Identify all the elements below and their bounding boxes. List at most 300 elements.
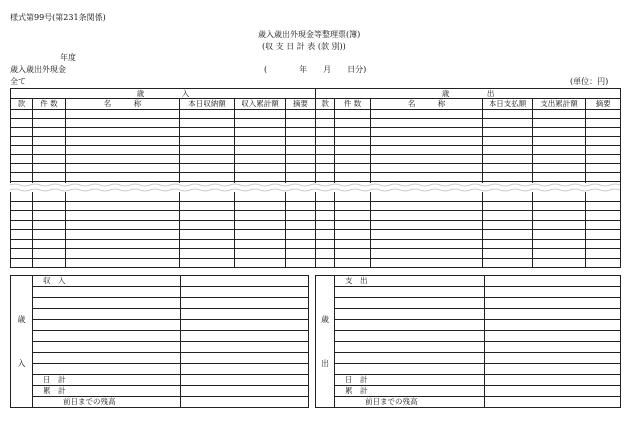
summary-amount	[485, 276, 621, 287]
cell-count	[335, 164, 371, 173]
summary-amount	[181, 309, 309, 320]
summary-row	[11, 320, 309, 331]
unit-label: (単位：円)	[570, 77, 609, 86]
cell-amount-today	[483, 239, 533, 249]
cell-kan	[316, 230, 335, 240]
col-header-name: 名 称	[371, 99, 483, 110]
cell-name	[66, 146, 180, 155]
cell-amount-cumulative	[533, 110, 586, 119]
cell-name	[371, 249, 483, 259]
summary-label	[33, 309, 181, 320]
summary-row	[11, 353, 309, 364]
cell-name	[371, 137, 483, 146]
summary-label: 日 計	[33, 375, 181, 386]
table-row	[11, 155, 621, 164]
summary-label: 収 入	[33, 276, 181, 287]
cell-count	[335, 192, 371, 202]
summary-daily-total-row	[11, 375, 309, 386]
cell-kan	[11, 128, 33, 137]
cell-amount-cumulative	[533, 249, 586, 259]
cell-amount-cumulative	[235, 173, 286, 182]
cell-amount-cumulative	[533, 211, 586, 221]
summary-side-char: 入	[17, 358, 26, 368]
cell-amount-cumulative	[235, 137, 286, 146]
cell-amount-cumulative	[533, 220, 586, 230]
col-header-name: 名 称	[66, 99, 180, 110]
account-label: 歳入歳出外現金	[10, 65, 66, 74]
cell-kan	[11, 249, 33, 259]
revenue-summary-table	[10, 275, 309, 408]
cell-kan	[316, 249, 335, 259]
cell-amount-today	[180, 110, 235, 119]
cell-count	[335, 110, 371, 119]
cell-remarks	[286, 239, 316, 249]
cell-count	[33, 155, 66, 164]
summary-amount	[181, 375, 309, 386]
cell-name	[371, 128, 483, 137]
cell-name	[371, 146, 483, 155]
cell-kan	[11, 137, 33, 146]
cell-name	[371, 201, 483, 211]
cell-amount-cumulative	[235, 110, 286, 119]
table-row	[11, 119, 621, 128]
cell-name	[66, 249, 180, 259]
cell-amount-cumulative	[533, 155, 586, 164]
cell-kan	[11, 164, 33, 173]
col-header-received-cumulative: 収入累計額	[235, 99, 286, 110]
table-row	[11, 192, 621, 202]
cell-name	[66, 119, 180, 128]
cell-name	[371, 211, 483, 221]
cell-name	[66, 211, 180, 221]
summary-side-char: 歳	[321, 314, 329, 324]
cell-amount-cumulative	[235, 258, 286, 268]
cell-amount-today	[483, 128, 533, 137]
cell-name	[371, 173, 483, 182]
cell-kan	[316, 119, 335, 128]
cell-amount-today	[180, 119, 235, 128]
cell-name	[66, 230, 180, 240]
cell-amount-today	[483, 211, 533, 221]
cell-name	[66, 220, 180, 230]
cell-amount-today	[180, 164, 235, 173]
cell-name	[371, 230, 483, 240]
summary-amount	[181, 276, 309, 287]
summary-label	[335, 342, 485, 353]
cell-amount-today	[483, 173, 533, 182]
summary-amount	[485, 397, 621, 408]
table-row	[11, 239, 621, 249]
cell-remarks	[586, 220, 621, 230]
cell-remarks	[586, 155, 621, 164]
summary-row	[11, 309, 309, 320]
cell-kan	[11, 155, 33, 164]
cell-count	[33, 258, 66, 268]
cell-amount-cumulative	[533, 146, 586, 155]
summary-amount	[485, 309, 621, 320]
cell-amount-cumulative	[533, 239, 586, 249]
cell-remarks	[586, 146, 621, 155]
cell-remarks	[286, 258, 316, 268]
cell-kan	[11, 258, 33, 268]
cell-remarks	[286, 192, 316, 202]
cell-amount-today	[180, 220, 235, 230]
cell-count	[33, 249, 66, 259]
col-header-paid-cumulative: 支出累計額	[533, 99, 586, 110]
cell-name	[66, 128, 180, 137]
cell-remarks	[286, 146, 316, 155]
summary-side-label	[316, 276, 335, 408]
summary-amount	[485, 320, 621, 331]
summary-row	[316, 364, 621, 375]
summary-row	[316, 353, 621, 364]
cell-count	[335, 128, 371, 137]
cell-amount-today	[483, 258, 533, 268]
summary-amount	[181, 331, 309, 342]
summary-amount	[181, 364, 309, 375]
summary-row	[316, 309, 621, 320]
summary-amount	[181, 397, 309, 408]
cell-amount-cumulative	[235, 220, 286, 230]
cell-kan	[316, 192, 335, 202]
main-table	[10, 88, 621, 268]
cell-count	[335, 146, 371, 155]
col-header-today-received: 本日収納額	[180, 99, 235, 110]
summary-amount	[181, 386, 309, 397]
cell-remarks	[586, 137, 621, 146]
table-row	[11, 201, 621, 211]
cell-remarks	[586, 164, 621, 173]
summary-row	[11, 342, 309, 353]
cell-amount-today	[483, 137, 533, 146]
cell-kan	[316, 110, 335, 119]
summary-label	[33, 331, 181, 342]
cell-remarks	[286, 119, 316, 128]
expenditure-header: 歳 出	[316, 89, 621, 99]
cell-kan	[316, 128, 335, 137]
cell-amount-today	[180, 249, 235, 259]
summary-row	[11, 331, 309, 342]
cell-amount-cumulative	[235, 146, 286, 155]
table-row	[11, 173, 621, 182]
summary-label	[335, 353, 485, 364]
cell-remarks	[586, 110, 621, 119]
cell-amount-today	[180, 192, 235, 202]
summary-cumulative-total-row	[316, 386, 621, 397]
cell-remarks	[286, 249, 316, 259]
cell-amount-cumulative	[235, 164, 286, 173]
cell-kan	[11, 230, 33, 240]
cell-amount-cumulative	[533, 201, 586, 211]
cell-kan	[316, 220, 335, 230]
cell-name	[66, 110, 180, 119]
summary-amount	[181, 298, 309, 309]
table-row	[11, 128, 621, 137]
table-row	[11, 258, 621, 268]
summary-previous-balance-row	[316, 397, 621, 408]
cell-name	[66, 239, 180, 249]
cell-count	[33, 201, 66, 211]
summary-amount	[485, 353, 621, 364]
cell-remarks	[586, 249, 621, 259]
summary-side-char: 出	[321, 358, 329, 368]
form-subtitle: (収 支 日 計 表 (款 別))	[262, 42, 346, 51]
cell-amount-cumulative	[235, 230, 286, 240]
col-header-today-paid: 本日支払額	[483, 99, 533, 110]
revenue-header: 歳 入	[11, 89, 316, 99]
cell-name	[371, 258, 483, 268]
cell-amount-cumulative	[533, 173, 586, 182]
cell-kan	[11, 192, 33, 202]
cell-kan	[316, 137, 335, 146]
cell-amount-today	[180, 201, 235, 211]
cell-remarks	[286, 173, 316, 182]
summary-row	[316, 287, 621, 298]
cell-remarks	[286, 230, 316, 240]
cell-amount-today	[180, 128, 235, 137]
summary-amount	[181, 287, 309, 298]
cell-amount-cumulative	[533, 128, 586, 137]
form-number: 様式第99号(第231条関係)	[10, 13, 106, 22]
summary-amount	[485, 331, 621, 342]
cell-amount-today	[180, 173, 235, 182]
cell-amount-today	[180, 230, 235, 240]
cell-amount-today	[483, 230, 533, 240]
cell-amount-today	[180, 155, 235, 164]
summary-amount	[181, 353, 309, 364]
summary-amount	[181, 320, 309, 331]
summary-amount	[485, 364, 621, 375]
cell-remarks	[586, 258, 621, 268]
cell-kan	[316, 211, 335, 221]
summary-row	[316, 320, 621, 331]
cell-amount-today	[180, 211, 235, 221]
cell-count	[335, 230, 371, 240]
summary-label	[335, 364, 485, 375]
cell-count	[335, 137, 371, 146]
summary-daily-total-row	[316, 375, 621, 386]
cell-amount-today	[180, 146, 235, 155]
cell-count	[33, 230, 66, 240]
cell-count	[335, 239, 371, 249]
cell-kan	[11, 239, 33, 249]
summary-amount	[485, 342, 621, 353]
table-row	[11, 220, 621, 230]
cell-name	[66, 201, 180, 211]
cell-name	[371, 119, 483, 128]
form-title: 歳入歳出外現金等整理票(簿)	[258, 30, 361, 39]
col-header-count: 件 数	[33, 99, 66, 110]
cell-amount-cumulative	[533, 230, 586, 240]
summary-previous-balance-row	[11, 397, 309, 408]
cell-remarks	[286, 128, 316, 137]
cell-amount-cumulative	[235, 128, 286, 137]
col-header-remarks: 摘要	[586, 99, 621, 110]
table-row	[11, 146, 621, 155]
summary-label	[335, 309, 485, 320]
cell-amount-today	[483, 119, 533, 128]
summary-label	[335, 298, 485, 309]
date-label: ( 年 月 日分)	[264, 65, 367, 74]
cell-kan	[316, 239, 335, 249]
cell-kan	[11, 211, 33, 221]
summary-label: 前日までの残高	[335, 397, 485, 408]
cell-kan	[316, 173, 335, 182]
col-header-kan: 款	[11, 99, 33, 110]
cell-kan	[316, 155, 335, 164]
cell-kan	[316, 164, 335, 173]
summary-row	[11, 298, 309, 309]
cell-count	[33, 164, 66, 173]
cell-count	[33, 192, 66, 202]
table-row	[11, 211, 621, 221]
cell-kan	[11, 119, 33, 128]
summary-label	[335, 320, 485, 331]
cell-kan	[316, 201, 335, 211]
summary-label	[33, 287, 181, 298]
cell-remarks	[586, 119, 621, 128]
cell-amount-today	[483, 220, 533, 230]
cell-kan	[11, 220, 33, 230]
cell-remarks	[586, 239, 621, 249]
cell-count	[335, 119, 371, 128]
cell-amount-cumulative	[533, 258, 586, 268]
summary-side-char: 歳	[17, 314, 26, 324]
col-header-count: 件 数	[335, 99, 371, 110]
cell-count	[33, 110, 66, 119]
summary-label: 累 計	[33, 386, 181, 397]
cell-remarks	[286, 137, 316, 146]
table-row	[11, 164, 621, 173]
cell-count	[33, 146, 66, 155]
cell-amount-today	[483, 146, 533, 155]
cell-amount-today	[483, 110, 533, 119]
scope-label: 全て	[10, 77, 26, 86]
summary-label: 日 計	[335, 375, 485, 386]
cell-amount-cumulative	[533, 192, 586, 202]
cell-remarks	[586, 230, 621, 240]
cell-remarks	[286, 155, 316, 164]
cell-amount-today	[483, 249, 533, 259]
fiscal-year-label: 年度	[60, 53, 76, 62]
cell-remarks	[586, 201, 621, 211]
cell-name	[371, 110, 483, 119]
cell-remarks	[286, 201, 316, 211]
summary-row	[11, 364, 309, 375]
summary-amount	[485, 375, 621, 386]
summary-amount	[181, 342, 309, 353]
cell-remarks	[586, 192, 621, 202]
cell-name	[66, 155, 180, 164]
cell-kan	[316, 258, 335, 268]
cell-count	[335, 220, 371, 230]
cell-count	[335, 155, 371, 164]
cell-amount-cumulative	[533, 137, 586, 146]
summary-label	[33, 353, 181, 364]
cell-remarks	[586, 128, 621, 137]
summary-label	[33, 320, 181, 331]
summary-amount	[485, 386, 621, 397]
cell-remarks	[286, 110, 316, 119]
cell-remarks	[286, 211, 316, 221]
cell-amount-today	[180, 137, 235, 146]
cell-count	[33, 211, 66, 221]
cell-name	[66, 173, 180, 182]
cell-count	[33, 239, 66, 249]
cell-amount-cumulative	[235, 192, 286, 202]
cell-amount-cumulative	[235, 155, 286, 164]
cell-kan	[11, 201, 33, 211]
table-row	[11, 249, 621, 259]
cell-amount-cumulative	[533, 164, 586, 173]
cell-amount-cumulative	[235, 119, 286, 128]
cell-amount-cumulative	[533, 119, 586, 128]
summary-title-row	[316, 276, 621, 287]
summary-label	[33, 342, 181, 353]
cell-amount-today	[483, 155, 533, 164]
cell-amount-cumulative	[235, 211, 286, 221]
cell-remarks	[286, 164, 316, 173]
cell-kan	[11, 146, 33, 155]
cell-name	[371, 155, 483, 164]
cell-count	[33, 137, 66, 146]
cell-count	[33, 119, 66, 128]
cell-amount-cumulative	[235, 249, 286, 259]
cell-name	[66, 164, 180, 173]
expenditure-summary-table	[315, 275, 621, 408]
cell-amount-today	[483, 201, 533, 211]
summary-row	[316, 298, 621, 309]
cell-amount-today	[483, 192, 533, 202]
cell-count	[33, 128, 66, 137]
cell-kan	[11, 110, 33, 119]
cell-amount-cumulative	[235, 239, 286, 249]
summary-label: 支 出	[335, 276, 485, 287]
cell-name	[66, 192, 180, 202]
cell-name	[371, 192, 483, 202]
cell-remarks	[586, 173, 621, 182]
table-row	[11, 230, 621, 240]
summary-cumulative-total-row	[11, 386, 309, 397]
summary-row	[316, 331, 621, 342]
cell-remarks	[586, 211, 621, 221]
cell-remarks	[286, 220, 316, 230]
summary-label	[335, 331, 485, 342]
summary-label: 累 計	[335, 386, 485, 397]
table-row	[11, 110, 621, 119]
cell-name	[371, 239, 483, 249]
cell-name	[66, 258, 180, 268]
cell-count	[33, 173, 66, 182]
cell-kan	[316, 146, 335, 155]
cell-amount-today	[180, 239, 235, 249]
col-header-kan: 款	[316, 99, 335, 110]
cell-count	[335, 201, 371, 211]
col-header-remarks: 摘要	[286, 99, 316, 110]
summary-label: 前日までの残高	[33, 397, 181, 408]
summary-amount	[485, 287, 621, 298]
cell-amount-today	[483, 164, 533, 173]
summary-side-label	[11, 276, 33, 408]
cell-count	[335, 258, 371, 268]
summary-title-row	[11, 276, 309, 287]
cell-name	[371, 164, 483, 173]
table-row	[11, 137, 621, 146]
cell-count	[335, 211, 371, 221]
summary-amount	[485, 298, 621, 309]
cell-name	[371, 220, 483, 230]
summary-label	[33, 364, 181, 375]
